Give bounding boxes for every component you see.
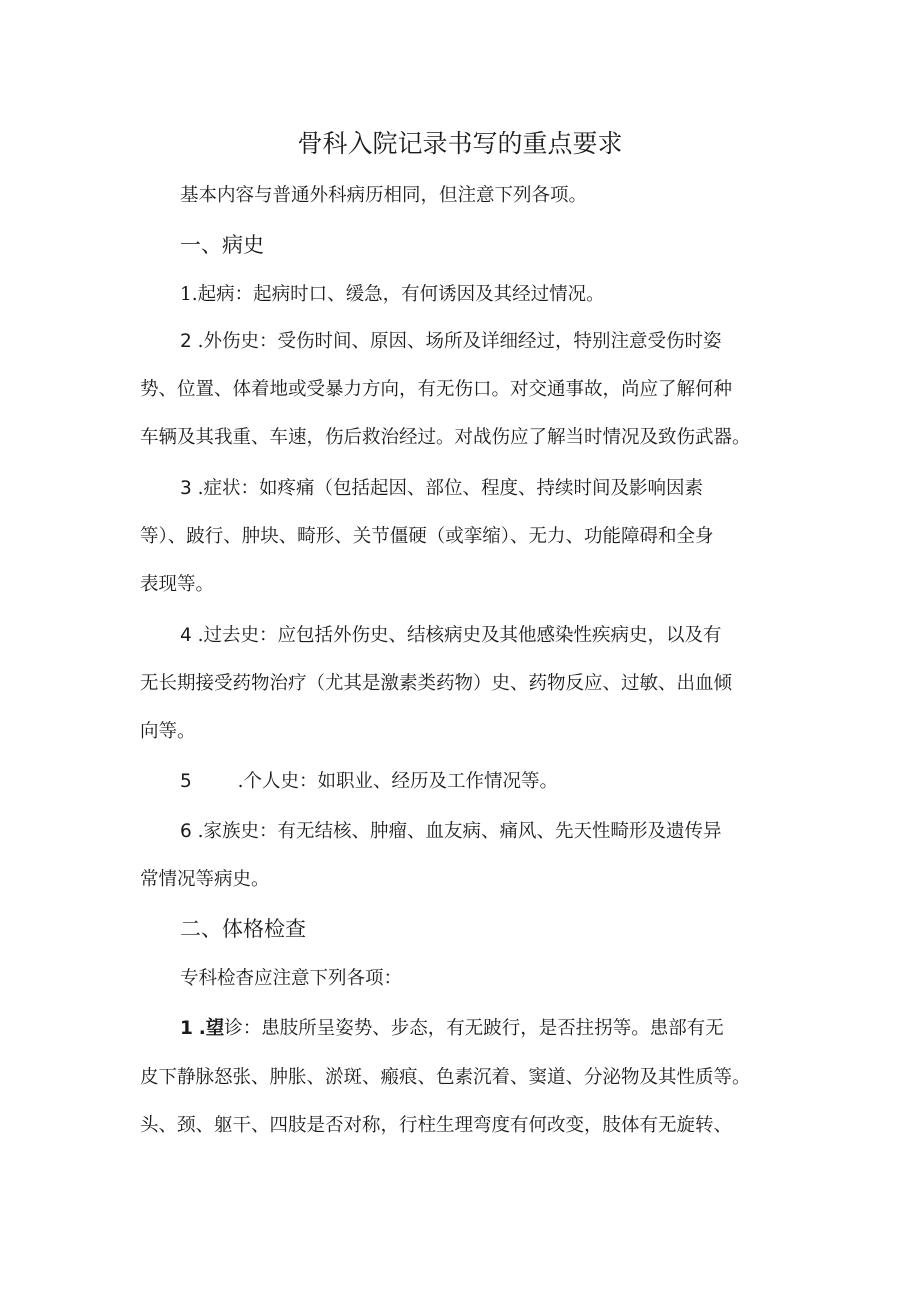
- history-item-6-number: 6: [180, 821, 192, 842]
- history-item-5-text: .个人史：如职业、经历及工作情况等。: [237, 771, 558, 792]
- intro-paragraph: 基本内容与普通外科病历相同，但注意下列各项。: [180, 185, 588, 206]
- history-item-3-line-3: 表现等。: [140, 574, 215, 595]
- exam-item-1-number: 1: [180, 1018, 193, 1039]
- history-item-5-number: 5: [180, 771, 192, 792]
- exam-item-1-line-2: 皮下静脉怒张、肿胀、淤斑、瘢痕、色素沉着、窦道、分泌物及其性质等。: [140, 1067, 751, 1088]
- history-item-4-text: .过去史：应包括外伤史、结核病史及其他感染性疾病史，以及有: [197, 625, 722, 646]
- history-item-4-line-2: 无长期接受药物治疗（尤其是激素类药物）史、药物反应、过敏、出血倾: [140, 673, 733, 694]
- exam-item-1-line-3: 头、颈、躯干、四肢是否对称，行柱生理弯度有何改变，肢体有无旋转、: [140, 1115, 733, 1136]
- history-item-2-number: 2: [180, 331, 192, 352]
- section-heading-history: 一、病史: [180, 233, 264, 257]
- history-item-2-line-1: [180, 330, 722, 354]
- history-item-2-line-2: 势、位置、体着地或受暴力方向，有无伤口。对交通事故，尚应了解何种: [140, 379, 733, 400]
- exam-item-1-line-1: [180, 1017, 724, 1041]
- history-item-4-line-3: 向等。: [140, 721, 196, 742]
- exam-item-1-lead: .望: [198, 1018, 225, 1039]
- history-item-4-line-1: [180, 624, 722, 648]
- history-item-4-number: 4: [180, 625, 192, 646]
- history-item-2-text: .外伤史：受伤时间、原因、场所及详细经过，特别注意受伤时姿: [197, 331, 722, 352]
- history-item-6-line-2: 常情况等病史。: [140, 869, 270, 890]
- history-item-6-text: .家族史：有无结核、肿瘤、血友病、痛风、先天性畸形及遗传异: [197, 821, 722, 842]
- history-item-3-line-2: 等）、跛行、肿块、畸形、关节僵硬（或挛缩）、无力、功能障碍和全身: [140, 526, 714, 547]
- history-item-3-text: .症状：如疼痛（包括起因、部位、程度、持续时间及影响因素: [197, 478, 704, 499]
- history-item-6-line-1: [180, 820, 722, 844]
- history-item-5-line-1: [180, 770, 558, 794]
- document-title: 骨科入院记录书写的重点要求: [297, 129, 623, 158]
- history-item-2-line-3: 车辆及其我重、车速，伤后救治经过。对战伤应了解当时情况及致伤武器。: [140, 427, 751, 448]
- history-item-3-number: 3: [180, 478, 192, 499]
- history-item-1: 1.起病：起病时口、缓急，有何诱因及其经过情况。: [180, 284, 605, 305]
- history-item-3-line-1: [180, 477, 703, 501]
- section-heading-exam: 二、体格检查: [180, 917, 306, 941]
- exam-item-1-text: 诊：患肢所呈姿势、步态，有无跛行，是否拄拐等。患部有无: [224, 1018, 724, 1039]
- exam-intro: 专科检杳应注意下列各项：: [180, 968, 403, 989]
